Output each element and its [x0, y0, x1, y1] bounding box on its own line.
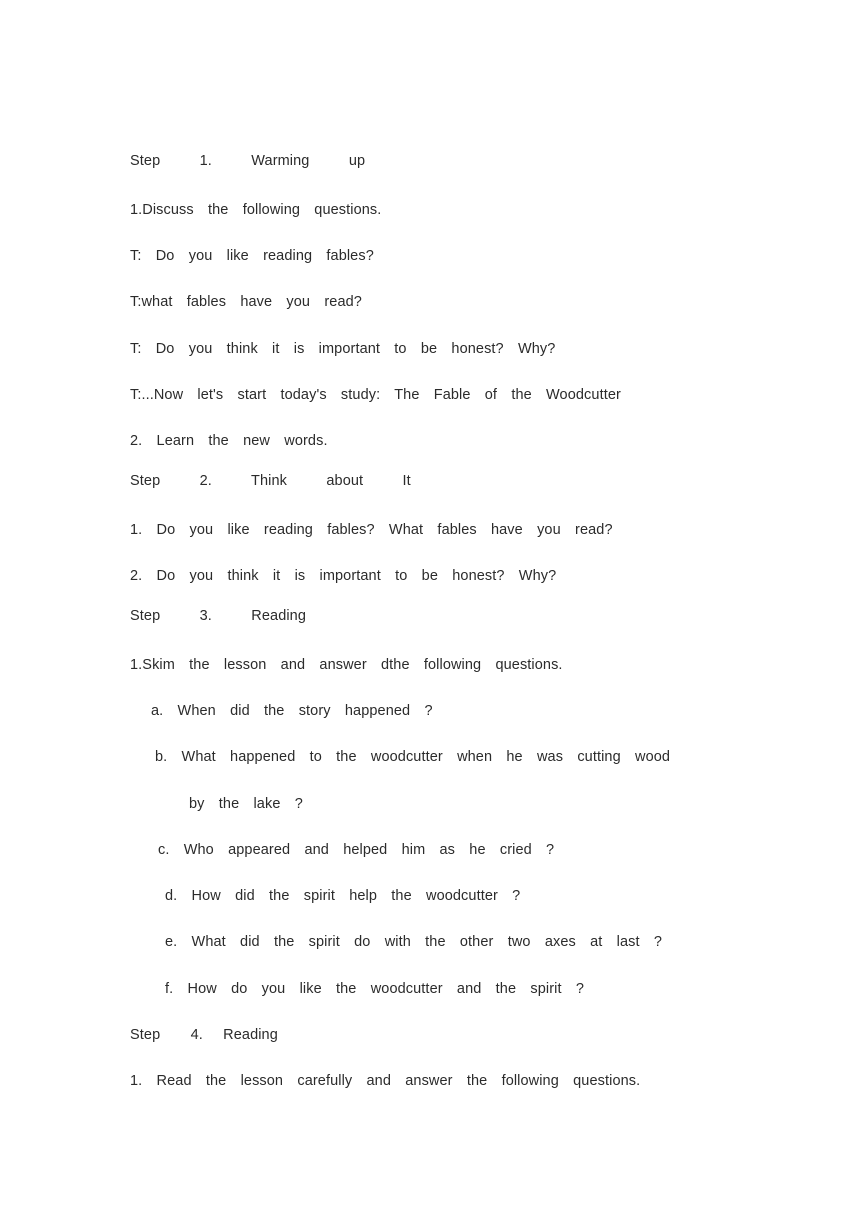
step4-item1: 1. Read the lesson carefully and answer the following questions.	[130, 1073, 641, 1089]
step2-heading: Step 2. Think about It	[130, 473, 411, 489]
step1-question-2: T:what fables have you read?	[130, 294, 362, 310]
step3-item1: 1.Skim the lesson and answer dthe following questions.	[130, 657, 563, 673]
step1-heading: Step 1. Warming up	[130, 153, 366, 169]
step3-question-a: a. When did the story happened ?	[151, 703, 433, 719]
step3-question-e: e. What did the spirit do with the other two axes at last ?	[165, 934, 663, 950]
step2-item1: 1. Do you like reading fables? What fables have you read?	[130, 522, 613, 538]
step1-item2: 2. Learn the new words.	[130, 433, 328, 449]
step3-question-b: b. What happened to the woodcutter when he was cutting wood	[155, 749, 671, 765]
step3-question-c: c. Who appeared and helped him as he cried ?	[158, 842, 555, 858]
step1-question-4: T:...Now let's start today's study: The Fable of the Woodcutter	[130, 387, 621, 403]
step4-heading: Step 4. Reading	[130, 1027, 278, 1043]
step3-heading: Step 3. Reading	[130, 608, 307, 624]
step1-question-3: T: Do you think it is important to be honest? Why?	[130, 341, 556, 357]
step2-item2: 2. Do you think it is important to be honest? Why?	[130, 568, 557, 584]
step1-item1: 1.Discuss the following questions.	[130, 202, 382, 218]
step3-question-b-continued: by the lake ?	[189, 796, 303, 812]
step3-question-f: f. How do you like the woodcutter and the spirit ?	[165, 981, 585, 997]
step3-question-d: d. How did the spirit help the woodcutter ?	[165, 888, 521, 904]
step1-question-1: T: Do you like reading fables?	[130, 248, 374, 264]
